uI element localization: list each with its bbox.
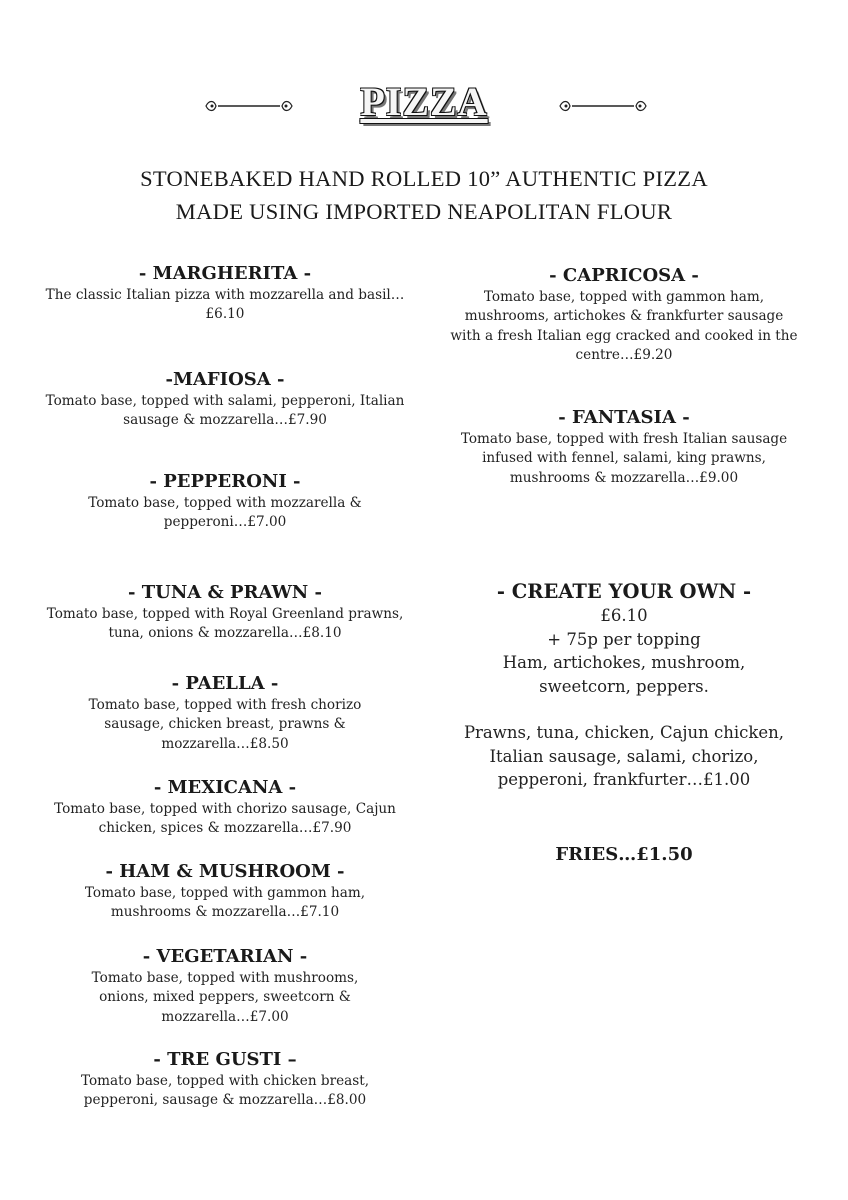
item-description: The classic Italian pizza with mozzarella and basil…£6.10 <box>45 287 405 323</box>
item-description: Tomato base, topped with gammon ham, mushrooms & mozzarella…£7.10 <box>84 885 366 921</box>
menu-item-create-your-own <box>444 580 804 792</box>
menu-item-fantasia <box>444 406 804 488</box>
item-name: - CAPRICOSA - <box>549 265 699 286</box>
item-description: Tomato base, topped with chicken breast, pepperoni, sausage & mozzarella…£8.00 <box>80 1073 370 1109</box>
item-name: - CREATE YOUR OWN - <box>496 580 752 603</box>
subtitle-line-1: STONEBAKED HAND ROLLED 10” AUTHENTIC PIZZA <box>140 166 708 191</box>
item-description: Tomato base, topped with fresh Italian sausage infused with fennel, salami, king prawns, mushrooms & mozzarella…£9.00 <box>460 431 788 486</box>
fries-item: FRIES…£1.50 <box>555 844 693 865</box>
item-description: Tomato base, topped with Royal Greenland prawns, tuna, onions & mozzarella…£8.10 <box>46 606 404 642</box>
item-name: - MARGHERITA - <box>138 263 312 284</box>
item-name: - PAELLA - <box>171 673 279 694</box>
item-description: Tomato base, topped with chorizo sausage, Cajun chicken, spices & mozzarella…£7.90 <box>54 801 396 837</box>
item-name: - FANTASIA - <box>558 407 690 428</box>
item-description: Tomato base, topped with fresh chorizo sausage, chicken breast, prawns & mozzarella…£8.50 <box>88 697 362 752</box>
title-row <box>0 78 848 138</box>
menu-item-margherita <box>32 262 418 325</box>
menu-item-tuna-prawn <box>32 581 418 644</box>
per-topping-price: + 75p per topping <box>547 629 701 649</box>
item-description: Tomato base, topped with mozzarella & pepperoni…£7.00 <box>88 495 362 531</box>
item-name: - PEPPERONI - <box>149 471 301 492</box>
page-title: PIZZA <box>360 79 488 124</box>
menu-item-mexicana <box>32 776 418 839</box>
item-description: Tomato base, topped with mushrooms, onions, mixed peppers, sweetcorn & mozzarella…£7.00 <box>91 970 359 1025</box>
menu-item-vegetarian <box>32 945 418 1027</box>
menu-item-capricosa <box>444 264 804 366</box>
item-description: Tomato base, topped with gammon ham, mushrooms, artichokes & frankfurter sausage with a fresh Italian egg cracked and cooked in the centre…£9.20 <box>450 289 798 364</box>
menu-item-ham-mushroom <box>32 860 418 923</box>
item-name: - VEGETARIAN - <box>142 946 308 967</box>
item-name: - HAM & MUSHROOM - <box>105 861 345 882</box>
menu-item-mafiosa <box>32 368 418 431</box>
basic-toppings: Ham, artichokes, mushroom, sweetcorn, peppers. <box>502 653 746 696</box>
premium-toppings: Prawns, tuna, chicken, Cajun chicken, Italian sausage, salami, chorizo, pepperoni, frankfurter…£1.00 <box>463 723 785 789</box>
menu-item-tre-gusti <box>32 1048 418 1111</box>
subtitle <box>0 162 848 228</box>
right-flourish-ornament <box>558 96 648 116</box>
subtitle-line-2: MADE USING IMPORTED NEAPOLITAN FLOUR <box>175 199 673 224</box>
menu-item-pepperoni <box>32 470 418 533</box>
item-name: - TUNA & PRAWN - <box>127 582 322 603</box>
base-price: £6.10 <box>600 606 648 625</box>
item-name: -MAFIOSA - <box>165 369 285 390</box>
item-description: Tomato base, topped with salami, pepperoni, Italian sausage & mozzarella…£7.90 <box>45 393 405 429</box>
item-name: - TRE GUSTI – <box>153 1049 297 1070</box>
item-name: - MEXICANA - <box>153 777 297 798</box>
menu-item-paella <box>32 672 418 754</box>
